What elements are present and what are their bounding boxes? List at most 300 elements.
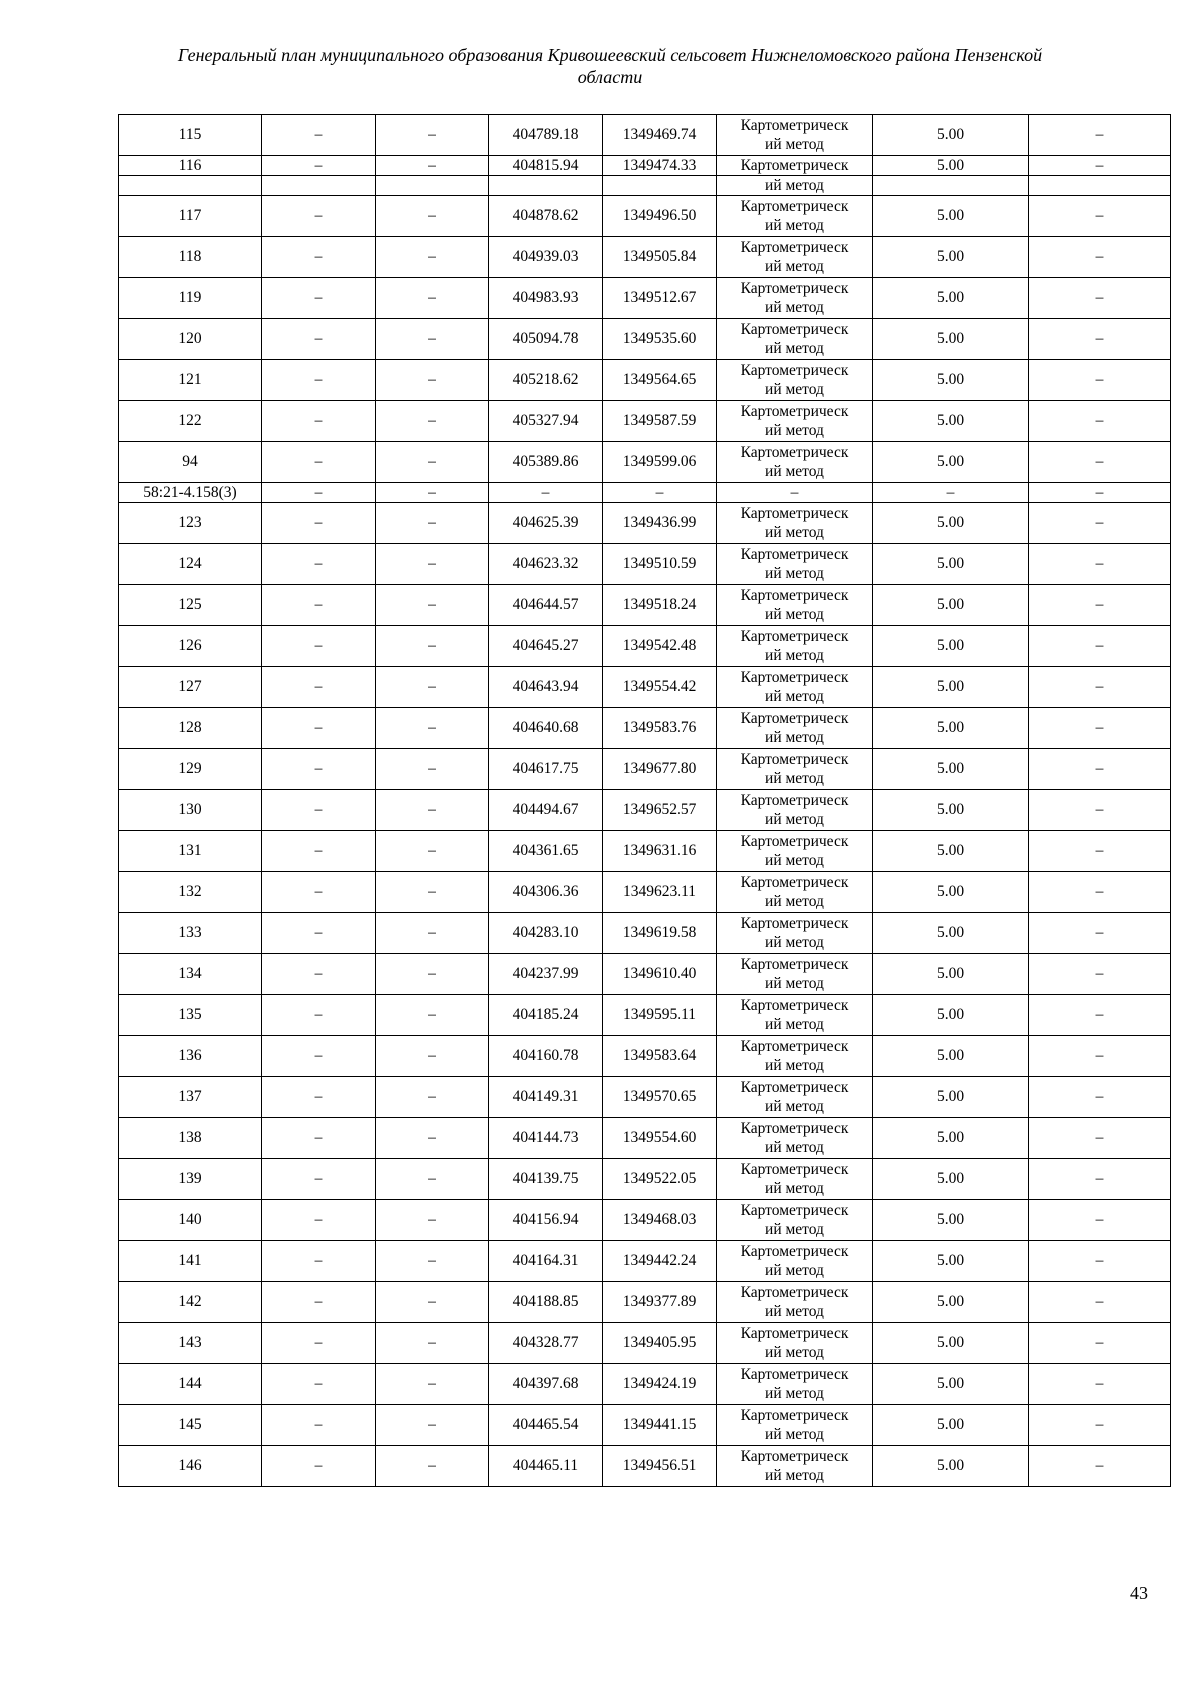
method-text: [717, 750, 872, 788]
cell-y-coordinate: 1349442.24: [603, 1241, 717, 1282]
cell-method: [717, 872, 873, 913]
cell-x-coordinate: 404494.67: [489, 790, 603, 831]
cell-y-coordinate: 1349652.57: [603, 790, 717, 831]
cell-method: [717, 544, 873, 585]
table-row: [119, 237, 1171, 278]
cell-method: [717, 483, 873, 503]
method-line-1: Картометрическ: [740, 1325, 849, 1342]
cell-last: –: [1029, 503, 1171, 544]
method-line-2: ий метод: [765, 1221, 824, 1238]
cell-col3: –: [376, 278, 489, 319]
cell-y-coordinate: 1349474.33: [603, 156, 717, 176]
cell-y-coordinate: 1349505.84: [603, 237, 717, 278]
cell-y-coordinate: 1349436.99: [603, 503, 717, 544]
table-row: [119, 585, 1171, 626]
cell-point-id: 138: [119, 1118, 262, 1159]
cell-last: –: [1029, 319, 1171, 360]
method-line-1: Картометрическ: [740, 833, 849, 850]
cell-last: –: [1029, 544, 1171, 585]
cell-col2: –: [262, 1159, 376, 1200]
table-row: [119, 1241, 1171, 1282]
table-row: [119, 278, 1171, 319]
table-row: [119, 360, 1171, 401]
method-line-1: Картометрическ: [740, 792, 849, 809]
table-row: [119, 176, 1171, 196]
cell-col2: –: [262, 1036, 376, 1077]
method-line-1: Картометрическ: [740, 1448, 849, 1465]
cell-method: [717, 585, 873, 626]
cell-col3: –: [376, 954, 489, 995]
cell-col2: –: [262, 156, 376, 176]
cell-method: [717, 176, 873, 196]
cell-y-coordinate: 1349554.60: [603, 1118, 717, 1159]
method-text: [717, 1283, 872, 1321]
method-line-2: ий метод: [765, 381, 824, 398]
cell-col3: –: [376, 115, 489, 156]
cell-x-coordinate: 405389.86: [489, 442, 603, 483]
cell-method: [717, 1118, 873, 1159]
cell-col3: –: [376, 1364, 489, 1405]
cell-y-coordinate: 1349377.89: [603, 1282, 717, 1323]
cell-y-coordinate: 1349522.05: [603, 1159, 717, 1200]
method-line-1: Картометрическ: [740, 956, 849, 973]
cell-col2: –: [262, 626, 376, 667]
method-line-1: Картометрическ: [740, 321, 849, 338]
cell-col2: –: [262, 319, 376, 360]
cell-col2: –: [262, 831, 376, 872]
cell-col3: –: [376, 483, 489, 503]
cell-point-id: 141: [119, 1241, 262, 1282]
cell-method: [717, 995, 873, 1036]
cell-point-id: 142: [119, 1282, 262, 1323]
cell-x-coordinate: 404878.62: [489, 196, 603, 237]
cell-col2: –: [262, 503, 376, 544]
table-row: [119, 1077, 1171, 1118]
table-row: [119, 831, 1171, 872]
table-row: [119, 790, 1171, 831]
cell-last: [1029, 176, 1171, 196]
cell-last: –: [1029, 278, 1171, 319]
table-row: [119, 626, 1171, 667]
cell-accuracy: 5.00: [873, 360, 1029, 401]
method-text: [717, 504, 872, 542]
cell-col2: –: [262, 483, 376, 503]
table-row: [119, 442, 1171, 483]
cell-col2: –: [262, 237, 376, 278]
table-row: [119, 1405, 1171, 1446]
table-row: [119, 544, 1171, 585]
cell-x-coordinate: 404160.78: [489, 1036, 603, 1077]
cell-accuracy: 5.00: [873, 831, 1029, 872]
cell-last: –: [1029, 995, 1171, 1036]
cell-last: –: [1029, 1159, 1171, 1200]
cell-last: –: [1029, 1118, 1171, 1159]
cell-method: [717, 626, 873, 667]
cell-x-coordinate: 404188.85: [489, 1282, 603, 1323]
cell-accuracy: 5.00: [873, 503, 1029, 544]
cell-point-id: 125: [119, 585, 262, 626]
cell-accuracy: 5.00: [873, 790, 1029, 831]
cell-last: –: [1029, 196, 1171, 237]
cell-y-coordinate: 1349623.11: [603, 872, 717, 913]
cell-accuracy: 5.00: [873, 954, 1029, 995]
cell-y-coordinate: 1349570.65: [603, 1077, 717, 1118]
cell-accuracy: 5.00: [873, 319, 1029, 360]
cell-point-id: 124: [119, 544, 262, 585]
cell-accuracy: [873, 176, 1029, 196]
method-text: [717, 1119, 872, 1157]
cell-point-id: 132: [119, 872, 262, 913]
method-line-1: Картометрическ: [740, 1038, 849, 1055]
cell-y-coordinate: [603, 176, 717, 196]
cell-method: [717, 1200, 873, 1241]
cell-accuracy: 5.00: [873, 1077, 1029, 1118]
cell-point-id: 144: [119, 1364, 262, 1405]
cell-y-coordinate: 1349456.51: [603, 1446, 717, 1487]
cell-last: –: [1029, 156, 1171, 176]
cell-col3: –: [376, 831, 489, 872]
method-line-2: ий метод: [765, 1385, 824, 1402]
cell-last: –: [1029, 626, 1171, 667]
cell-col2: –: [262, 667, 376, 708]
cell-method: [717, 1241, 873, 1282]
cell-method: [717, 1323, 873, 1364]
cell-x-coordinate: 404643.94: [489, 667, 603, 708]
cell-col3: –: [376, 196, 489, 237]
cell-method: [717, 1077, 873, 1118]
cell-method: [717, 667, 873, 708]
cell-col3: –: [376, 1446, 489, 1487]
cell-method: [717, 442, 873, 483]
table-row: [119, 196, 1171, 237]
cell-point-id: 134: [119, 954, 262, 995]
cell-col2: –: [262, 1241, 376, 1282]
cell-y-coordinate: 1349583.76: [603, 708, 717, 749]
cell-method: [717, 360, 873, 401]
cell-x-coordinate: 404983.93: [489, 278, 603, 319]
cell-col3: –: [376, 503, 489, 544]
cell-y-coordinate: 1349595.11: [603, 995, 717, 1036]
cell-method: [717, 913, 873, 954]
cell-method: [717, 954, 873, 995]
method-text: [717, 1406, 872, 1444]
method-text: [717, 668, 872, 706]
cell-accuracy: 5.00: [873, 995, 1029, 1036]
cell-col2: –: [262, 360, 376, 401]
cell-point-id: 135: [119, 995, 262, 1036]
cell-col3: –: [376, 913, 489, 954]
cell-point-id: 117: [119, 196, 262, 237]
cell-accuracy: 5.00: [873, 1159, 1029, 1200]
cell-accuracy: 5.00: [873, 1118, 1029, 1159]
cell-x-coordinate: 404328.77: [489, 1323, 603, 1364]
table-row: [119, 1282, 1171, 1323]
method-text: [717, 1078, 872, 1116]
header-title-line-2: области: [577, 67, 643, 87]
method-line-1: Картометрическ: [740, 546, 849, 563]
cell-col3: –: [376, 156, 489, 176]
cell-point-id: 140: [119, 1200, 262, 1241]
cell-last: –: [1029, 237, 1171, 278]
table-row: [119, 1159, 1171, 1200]
method-text: [717, 483, 872, 502]
page-number: 43: [1130, 1583, 1148, 1603]
method-line-1: Картометрическ: [740, 997, 849, 1014]
cell-accuracy: 5.00: [873, 626, 1029, 667]
method-line-1: Картометрическ: [740, 1284, 849, 1301]
cell-y-coordinate: 1349677.80: [603, 749, 717, 790]
method-line-1: Картометрическ: [740, 710, 849, 727]
cell-y-coordinate: 1349468.03: [603, 1200, 717, 1241]
cell-x-coordinate: 405094.78: [489, 319, 603, 360]
cell-col3: –: [376, 1036, 489, 1077]
method-line-2: ий метод: [765, 647, 824, 664]
method-text: [717, 1201, 872, 1239]
cell-col3: –: [376, 544, 489, 585]
cell-col3: –: [376, 360, 489, 401]
table-row: [119, 954, 1171, 995]
cell-col3: –: [376, 995, 489, 1036]
method-text: [717, 791, 872, 829]
table-row: [119, 483, 1171, 503]
cell-last: –: [1029, 483, 1171, 503]
cell-accuracy: 5.00: [873, 585, 1029, 626]
method-text: [717, 402, 872, 440]
cell-x-coordinate: 404164.31: [489, 1241, 603, 1282]
method-line-2: ий метод: [765, 729, 824, 746]
method-text: [717, 996, 872, 1034]
cell-x-coordinate: 404397.68: [489, 1364, 603, 1405]
cell-col2: –: [262, 1282, 376, 1323]
method-text: [717, 443, 872, 481]
table-row: [119, 913, 1171, 954]
cell-point-id: 120: [119, 319, 262, 360]
cell-x-coordinate: 405327.94: [489, 401, 603, 442]
cell-last: –: [1029, 954, 1171, 995]
method-line-2: ий метод: [765, 934, 824, 951]
cell-x-coordinate: 404465.54: [489, 1405, 603, 1446]
table-row: [119, 1364, 1171, 1405]
cell-y-coordinate: 1349424.19: [603, 1364, 717, 1405]
cell-point-id: 133: [119, 913, 262, 954]
cell-col2: –: [262, 913, 376, 954]
method-line-2: ий метод: [765, 299, 824, 316]
cell-point-id: 143: [119, 1323, 262, 1364]
method-line-2: ий метод: [765, 893, 824, 910]
cell-last: –: [1029, 1241, 1171, 1282]
cell-method: [717, 749, 873, 790]
method-text: [717, 116, 872, 154]
cell-x-coordinate: 404237.99: [489, 954, 603, 995]
cell-point-id: [119, 176, 262, 196]
cell-last: –: [1029, 1200, 1171, 1241]
cell-method: [717, 196, 873, 237]
cell-point-id: 126: [119, 626, 262, 667]
method-text: [717, 238, 872, 276]
method-line-1: Картометрическ: [740, 1366, 849, 1383]
cell-col2: –: [262, 115, 376, 156]
method-line-1: Картометрическ: [740, 1407, 849, 1424]
cell-x-coordinate: 404306.36: [489, 872, 603, 913]
cell-col2: –: [262, 749, 376, 790]
cell-col3: –: [376, 1405, 489, 1446]
table-row: [119, 1323, 1171, 1364]
cell-point-id: 58:21-4.158(3): [119, 483, 262, 503]
cell-point-id: 130: [119, 790, 262, 831]
cell-method: [717, 156, 873, 176]
table-row: [119, 749, 1171, 790]
cell-col3: –: [376, 1241, 489, 1282]
method-line-1: Картометрическ: [740, 1202, 849, 1219]
cell-y-coordinate: 1349542.48: [603, 626, 717, 667]
method-line-1: Картометрическ: [740, 403, 849, 420]
table-row: [119, 319, 1171, 360]
method-text: [717, 1037, 872, 1075]
cell-point-id: 116: [119, 156, 262, 176]
method-text: [717, 176, 872, 195]
method-line-1: Картометрическ: [740, 505, 849, 522]
method-line-2: ий метод: [765, 1262, 824, 1279]
cell-x-coordinate: 404939.03: [489, 237, 603, 278]
method-line-2: ий метод: [765, 770, 824, 787]
cell-method: [717, 790, 873, 831]
method-line-1: Картометрическ: [740, 1243, 849, 1260]
table-row: [119, 115, 1171, 156]
method-line-2: ий метод: [765, 258, 824, 275]
cell-col3: –: [376, 790, 489, 831]
cell-method: [717, 1036, 873, 1077]
coordinates-table: [118, 114, 1171, 1487]
cell-accuracy: –: [873, 483, 1029, 503]
method-text: [717, 1324, 872, 1362]
cell-point-id: 122: [119, 401, 262, 442]
cell-point-id: 146: [119, 1446, 262, 1487]
method-line-2: ий метод: [765, 1180, 824, 1197]
cell-accuracy: 5.00: [873, 749, 1029, 790]
cell-accuracy: 5.00: [873, 401, 1029, 442]
cell-col2: –: [262, 1118, 376, 1159]
cell-last: –: [1029, 585, 1171, 626]
cell-method: [717, 1405, 873, 1446]
cell-point-id: 145: [119, 1405, 262, 1446]
cell-last: –: [1029, 1077, 1171, 1118]
method-text: [717, 320, 872, 358]
cell-col2: –: [262, 872, 376, 913]
cell-x-coordinate: 404156.94: [489, 1200, 603, 1241]
method-line-1: Картометрическ: [740, 915, 849, 932]
cell-accuracy: 5.00: [873, 708, 1029, 749]
cell-method: [717, 708, 873, 749]
cell-last: –: [1029, 872, 1171, 913]
cell-y-coordinate: 1349587.59: [603, 401, 717, 442]
method-line-2: ий метод: [765, 524, 824, 541]
cell-accuracy: 5.00: [873, 442, 1029, 483]
method-text: [717, 832, 872, 870]
method-text: [717, 709, 872, 747]
cell-col2: –: [262, 1077, 376, 1118]
cell-point-id: 115: [119, 115, 262, 156]
cell-y-coordinate: 1349510.59: [603, 544, 717, 585]
table-row: [119, 667, 1171, 708]
cell-last: –: [1029, 749, 1171, 790]
method-line-1: Картометрическ: [740, 628, 849, 645]
cell-y-coordinate: 1349631.16: [603, 831, 717, 872]
cell-last: –: [1029, 708, 1171, 749]
cell-col3: –: [376, 585, 489, 626]
cell-point-id: 128: [119, 708, 262, 749]
method-line-2: ий метод: [765, 1426, 824, 1443]
cell-col2: –: [262, 1200, 376, 1241]
cell-point-id: 123: [119, 503, 262, 544]
cell-last: –: [1029, 831, 1171, 872]
cell-last: –: [1029, 1323, 1171, 1364]
cell-x-coordinate: 404149.31: [489, 1077, 603, 1118]
cell-col3: –: [376, 1200, 489, 1241]
cell-last: –: [1029, 1364, 1171, 1405]
method-line-1: Картометрическ: [740, 1120, 849, 1137]
cell-col2: –: [262, 196, 376, 237]
method-line-1: Картометрическ: [740, 198, 849, 215]
cell-point-id: 131: [119, 831, 262, 872]
cell-accuracy: 5.00: [873, 1200, 1029, 1241]
cell-accuracy: 5.00: [873, 1405, 1029, 1446]
method-line-2: ий метод: [765, 565, 824, 582]
cell-x-coordinate: 404623.32: [489, 544, 603, 585]
method-text: [717, 197, 872, 235]
cell-col2: –: [262, 442, 376, 483]
method-line-2: ий метод: [765, 852, 824, 869]
cell-col2: –: [262, 278, 376, 319]
method-text: [717, 955, 872, 993]
cell-last: –: [1029, 442, 1171, 483]
cell-col3: –: [376, 872, 489, 913]
table-row: [119, 401, 1171, 442]
cell-x-coordinate: 404465.11: [489, 1446, 603, 1487]
cell-y-coordinate: 1349554.42: [603, 667, 717, 708]
cell-col2: –: [262, 708, 376, 749]
cell-y-coordinate: 1349496.50: [603, 196, 717, 237]
cell-method: [717, 503, 873, 544]
cell-col3: –: [376, 667, 489, 708]
cell-last: –: [1029, 401, 1171, 442]
cell-accuracy: 5.00: [873, 1241, 1029, 1282]
method-line-1: Картометрическ: [740, 239, 849, 256]
cell-y-coordinate: –: [603, 483, 717, 503]
cell-x-coordinate: 405218.62: [489, 360, 603, 401]
method-line-1: Картометрическ: [740, 1079, 849, 1096]
cell-x-coordinate: 404640.68: [489, 708, 603, 749]
cell-col3: –: [376, 1323, 489, 1364]
cell-last: –: [1029, 1036, 1171, 1077]
method-text: [717, 627, 872, 665]
method-line-2: ий метод: [765, 1344, 824, 1361]
cell-y-coordinate: 1349535.60: [603, 319, 717, 360]
cell-x-coordinate: 404789.18: [489, 115, 603, 156]
header-title-line-1: Генеральный план муниципального образования Кривошеевский сельсовет Нижнеломовского района Пензенской: [177, 45, 1043, 65]
cell-accuracy: 5.00: [873, 1323, 1029, 1364]
method-text: [717, 1365, 872, 1403]
cell-point-id: 118: [119, 237, 262, 278]
cell-col2: –: [262, 954, 376, 995]
cell-col2: –: [262, 585, 376, 626]
table-row: [119, 156, 1171, 176]
cell-x-coordinate: 404185.24: [489, 995, 603, 1036]
cell-point-id: 139: [119, 1159, 262, 1200]
method-text: [717, 545, 872, 583]
cell-accuracy: 5.00: [873, 872, 1029, 913]
method-text: [717, 914, 872, 952]
method-line-1: Картометрическ: [740, 157, 849, 174]
